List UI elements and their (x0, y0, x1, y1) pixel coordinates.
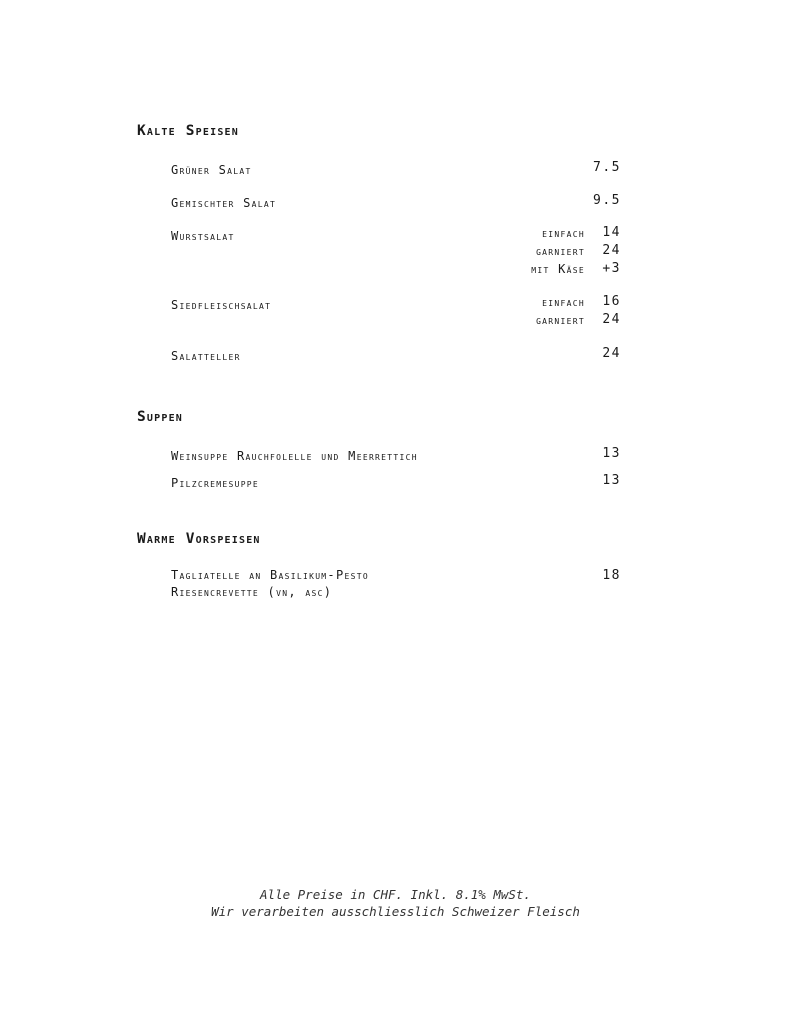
item-name: Siedfleischsalat (171, 298, 272, 312)
section-title: Warme Vorspeisen (137, 531, 261, 547)
section-title: Suppen (137, 409, 184, 425)
section-kalte-speisen (137, 121, 621, 363)
variant-label: garniert (536, 313, 585, 327)
footer-meat-note: Wir verarbeiten ausschliesslich Schweizer Fleisch (211, 904, 580, 919)
variant-price: 14 (602, 225, 621, 240)
variant-label: einfach (542, 226, 585, 240)
variant-label: einfach (542, 295, 585, 309)
variant-price: 24 (602, 243, 621, 258)
menu-item-gruener-salat (171, 159, 621, 179)
variant-label: mit Käse (531, 262, 585, 276)
item-name: Gemischter Salat (171, 196, 277, 210)
item-description: Riesencrevette (vn, asc) (171, 585, 333, 599)
item-price: 13 (602, 446, 621, 461)
variant-row (531, 260, 621, 278)
variant-row (531, 242, 621, 260)
footer-price-note: Alle Preise in CHF. Inkl. 8.1% MwSt. (260, 887, 531, 902)
variant-price: 16 (602, 294, 621, 309)
item-name: Weinsuppe Rauchfolelle und Meerrettich (171, 449, 418, 463)
menu-item-wurstsalat (171, 225, 621, 279)
variant-label: garniert (536, 244, 585, 258)
price-variants (531, 224, 621, 278)
item-price: 24 (602, 346, 621, 361)
item-name: Grüner Salat (171, 163, 252, 177)
variant-row (531, 224, 621, 242)
item-price: 18 (602, 568, 621, 583)
section-suppen (137, 407, 621, 490)
footer-note (0, 886, 791, 920)
item-price: 7.5 (593, 160, 621, 175)
menu-item-salatteller (171, 345, 621, 365)
price-variants (536, 293, 621, 329)
menu-item-weinsuppe (171, 445, 621, 465)
item-name: Salatteller (171, 349, 241, 363)
section-title: Kalte Speisen (137, 123, 239, 139)
item-name: Pilzcremesuppe (171, 476, 260, 490)
menu-item-siedfleischsalat (171, 294, 621, 330)
section-warme-vorspeisen (137, 529, 621, 599)
item-name: Tagliatelle an Basilikum-Pesto (171, 568, 369, 582)
variant-price: +3 (602, 261, 621, 276)
menu-item-tagliatelle (171, 567, 621, 601)
variant-price: 24 (602, 312, 621, 327)
item-price: 9.5 (593, 193, 621, 208)
variant-row (536, 293, 621, 311)
menu-item-pilzcremesuppe (171, 472, 621, 492)
variant-row (536, 311, 621, 329)
menu-item-gemischter-salat (171, 192, 621, 212)
item-price: 13 (602, 473, 621, 488)
item-name: Wurstsalat (171, 229, 235, 243)
